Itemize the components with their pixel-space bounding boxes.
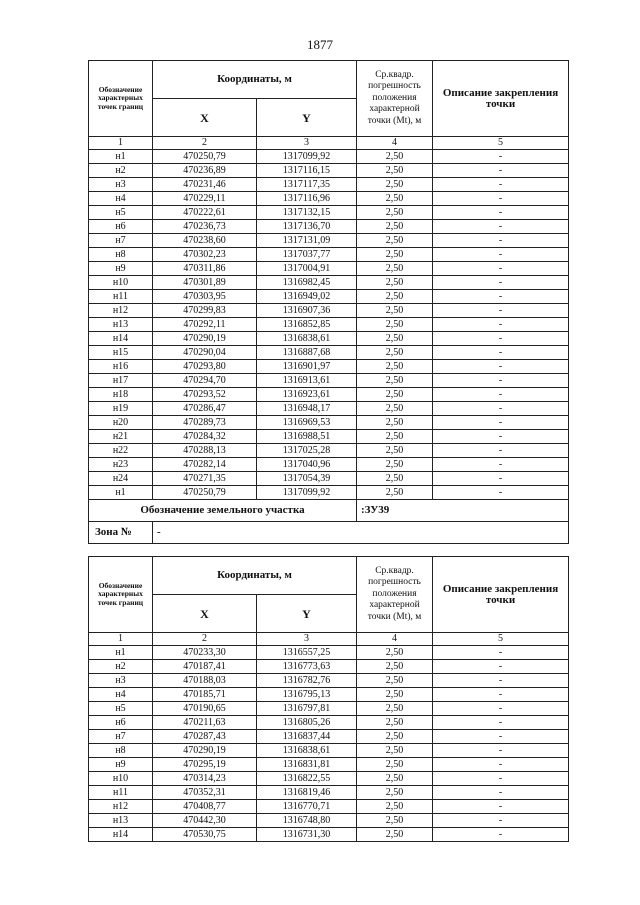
header-error: Ср.квадр. погрешность положения характерной точки (Mt), м xyxy=(357,557,433,633)
coord-x: 470284,32 xyxy=(153,430,257,444)
page-number: 1877 xyxy=(307,37,333,52)
coord-y: 1316795,13 xyxy=(257,688,357,702)
table-row xyxy=(89,262,569,276)
coord-x: 470211,63 xyxy=(153,716,257,730)
table-row xyxy=(89,828,569,842)
point-id: н16 xyxy=(89,360,153,374)
table-row xyxy=(89,716,569,730)
coord-x: 470530,75 xyxy=(153,828,257,842)
error-value: 2,50 xyxy=(357,660,433,674)
point-id: н23 xyxy=(89,458,153,472)
coord-x: 470352,31 xyxy=(153,786,257,800)
point-id: н7 xyxy=(89,730,153,744)
index-cell: 4 xyxy=(357,633,433,646)
description-value: - xyxy=(433,388,569,402)
coord-y: 1316948,17 xyxy=(257,402,357,416)
coord-y: 1317116,15 xyxy=(257,164,357,178)
point-id: н2 xyxy=(89,660,153,674)
table-row xyxy=(89,164,569,178)
table-row xyxy=(89,646,569,660)
error-value: 2,50 xyxy=(357,646,433,660)
coordinates-table-1 xyxy=(88,60,569,544)
coord-x: 470292,11 xyxy=(153,318,257,332)
coord-y: 1317040,96 xyxy=(257,458,357,472)
description-value: - xyxy=(433,206,569,220)
description-value: - xyxy=(433,730,569,744)
error-value: 2,50 xyxy=(357,402,433,416)
point-id: н9 xyxy=(89,758,153,772)
table-row xyxy=(89,234,569,248)
point-id: н1 xyxy=(89,646,153,660)
coord-x: 470271,35 xyxy=(153,472,257,486)
description-value: - xyxy=(433,702,569,716)
point-id: н14 xyxy=(89,828,153,842)
coord-x: 470185,71 xyxy=(153,688,257,702)
coord-x: 470190,65 xyxy=(153,702,257,716)
coord-y: 1316797,81 xyxy=(257,702,357,716)
coord-x: 470303,95 xyxy=(153,290,257,304)
coord-x: 470287,43 xyxy=(153,730,257,744)
header-coordinates: Координаты, м xyxy=(153,557,357,595)
coord-y: 1316887,68 xyxy=(257,346,357,360)
description-value: - xyxy=(433,318,569,332)
point-id: н12 xyxy=(89,304,153,318)
coord-y: 1316819,46 xyxy=(257,786,357,800)
coord-y: 1317116,96 xyxy=(257,192,357,206)
coord-y: 1317099,92 xyxy=(257,486,357,500)
point-id: н14 xyxy=(89,332,153,346)
table-row xyxy=(89,674,569,688)
coord-x: 470408,77 xyxy=(153,800,257,814)
parcel-row xyxy=(89,500,569,522)
coord-x: 470289,73 xyxy=(153,416,257,430)
coord-x: 470282,14 xyxy=(153,458,257,472)
coord-x: 470290,04 xyxy=(153,346,257,360)
point-id: н11 xyxy=(89,290,153,304)
point-id: н10 xyxy=(89,276,153,290)
description-value: - xyxy=(433,150,569,164)
table-row xyxy=(89,814,569,828)
description-value: - xyxy=(433,660,569,674)
error-value: 2,50 xyxy=(357,318,433,332)
table-row xyxy=(89,374,569,388)
parcel-label: Обозначение земельного участка xyxy=(89,500,357,522)
point-id: н11 xyxy=(89,786,153,800)
coord-x: 470286,47 xyxy=(153,402,257,416)
coord-x: 470238,60 xyxy=(153,234,257,248)
coord-x: 470302,23 xyxy=(153,248,257,262)
error-value: 2,50 xyxy=(357,220,433,234)
table-row xyxy=(89,346,569,360)
description-value: - xyxy=(433,674,569,688)
coord-x: 470236,73 xyxy=(153,220,257,234)
error-value: 2,50 xyxy=(357,178,433,192)
table-row xyxy=(89,304,569,318)
error-value: 2,50 xyxy=(357,716,433,730)
error-value: 2,50 xyxy=(357,702,433,716)
index-cell: 1 xyxy=(89,137,153,150)
coord-x: 470293,80 xyxy=(153,360,257,374)
coord-y: 1316822,55 xyxy=(257,772,357,786)
description-value: - xyxy=(433,276,569,290)
description-value: - xyxy=(433,486,569,500)
table-row xyxy=(89,178,569,192)
point-id: н3 xyxy=(89,178,153,192)
coord-x: 470301,89 xyxy=(153,276,257,290)
table-row xyxy=(89,276,569,290)
header-designation: Обозначение характерных точек границ xyxy=(89,61,153,137)
error-value: 2,50 xyxy=(357,276,433,290)
index-cell: 5 xyxy=(433,137,569,150)
error-value: 2,50 xyxy=(357,430,433,444)
table-row xyxy=(89,150,569,164)
coord-y: 1316782,76 xyxy=(257,674,357,688)
description-value: - xyxy=(433,688,569,702)
coord-y: 1316557,25 xyxy=(257,646,357,660)
index-cell: 1 xyxy=(89,633,153,646)
description-value: - xyxy=(433,416,569,430)
error-value: 2,50 xyxy=(357,786,433,800)
description-value: - xyxy=(433,744,569,758)
coord-y: 1316969,53 xyxy=(257,416,357,430)
error-value: 2,50 xyxy=(357,150,433,164)
coord-x: 470293,52 xyxy=(153,388,257,402)
coord-x: 470229,11 xyxy=(153,192,257,206)
table-row xyxy=(89,800,569,814)
coord-y: 1317117,35 xyxy=(257,178,357,192)
error-value: 2,50 xyxy=(357,458,433,472)
point-id: н6 xyxy=(89,220,153,234)
description-value: - xyxy=(433,164,569,178)
description-value: - xyxy=(433,304,569,318)
index-cell: 4 xyxy=(357,137,433,150)
index-cell: 2 xyxy=(153,137,257,150)
point-id: н8 xyxy=(89,744,153,758)
coord-y: 1316773,63 xyxy=(257,660,357,674)
description-value: - xyxy=(433,374,569,388)
header-description: Описание закрепления точки xyxy=(433,61,569,137)
coord-x: 470299,83 xyxy=(153,304,257,318)
description-value: - xyxy=(433,772,569,786)
error-value: 2,50 xyxy=(357,828,433,842)
coord-x: 470233,30 xyxy=(153,646,257,660)
point-id: н22 xyxy=(89,444,153,458)
error-value: 2,50 xyxy=(357,192,433,206)
header-designation: Обозначение характерных точек границ xyxy=(89,557,153,633)
point-id: н8 xyxy=(89,248,153,262)
point-id: н19 xyxy=(89,402,153,416)
error-value: 2,50 xyxy=(357,744,433,758)
coord-y: 1316907,36 xyxy=(257,304,357,318)
table-row xyxy=(89,486,569,500)
table-1-body xyxy=(89,150,569,500)
point-id: н1 xyxy=(89,486,153,500)
error-value: 2,50 xyxy=(357,164,433,178)
header-x: X xyxy=(153,595,257,633)
coord-y: 1316748,80 xyxy=(257,814,357,828)
table-row xyxy=(89,192,569,206)
point-id: н24 xyxy=(89,472,153,486)
coord-y: 1317025,28 xyxy=(257,444,357,458)
index-cell: 2 xyxy=(153,633,257,646)
zone-value: - xyxy=(153,522,569,544)
description-value: - xyxy=(433,262,569,276)
description-value: - xyxy=(433,814,569,828)
table-row xyxy=(89,248,569,262)
description-value: - xyxy=(433,192,569,206)
coord-x: 470236,89 xyxy=(153,164,257,178)
error-value: 2,50 xyxy=(357,248,433,262)
coord-y: 1316831,81 xyxy=(257,758,357,772)
coord-x: 470250,79 xyxy=(153,150,257,164)
table-row xyxy=(89,660,569,674)
description-value: - xyxy=(433,758,569,772)
coord-y: 1317131,09 xyxy=(257,234,357,248)
index-cell: 3 xyxy=(257,633,357,646)
point-id: н13 xyxy=(89,318,153,332)
coord-y: 1316731,30 xyxy=(257,828,357,842)
error-value: 2,50 xyxy=(357,304,433,318)
coordinates-table-2 xyxy=(88,556,569,842)
point-id: н9 xyxy=(89,262,153,276)
error-value: 2,50 xyxy=(357,486,433,500)
header-description: Описание закрепления точки xyxy=(433,557,569,633)
coord-y: 1317004,91 xyxy=(257,262,357,276)
error-value: 2,50 xyxy=(357,688,433,702)
index-row xyxy=(89,137,569,150)
coord-y: 1316805,26 xyxy=(257,716,357,730)
zone-label: Зона № xyxy=(89,522,153,544)
coord-y: 1316982,45 xyxy=(257,276,357,290)
zone-row xyxy=(89,522,569,544)
table-row xyxy=(89,220,569,234)
coord-y: 1317037,77 xyxy=(257,248,357,262)
table-row xyxy=(89,318,569,332)
header-x: X xyxy=(153,99,257,137)
point-id: н7 xyxy=(89,234,153,248)
error-value: 2,50 xyxy=(357,472,433,486)
coord-x: 470314,23 xyxy=(153,772,257,786)
table-row xyxy=(89,772,569,786)
description-value: - xyxy=(433,800,569,814)
point-id: н18 xyxy=(89,388,153,402)
header-error: Ср.квадр. погрешность положения характерной точки (Mt), м xyxy=(357,61,433,137)
coord-x: 470250,79 xyxy=(153,486,257,500)
coord-y: 1316837,44 xyxy=(257,730,357,744)
description-value: - xyxy=(433,430,569,444)
coord-x: 470290,19 xyxy=(153,744,257,758)
coord-y: 1317132,15 xyxy=(257,206,357,220)
point-id: н10 xyxy=(89,772,153,786)
error-value: 2,50 xyxy=(357,800,433,814)
index-row xyxy=(89,633,569,646)
error-value: 2,50 xyxy=(357,332,433,346)
description-value: - xyxy=(433,786,569,800)
point-id: н5 xyxy=(89,702,153,716)
coord-y: 1317054,39 xyxy=(257,472,357,486)
table-row xyxy=(89,290,569,304)
coord-x: 470222,61 xyxy=(153,206,257,220)
point-id: н13 xyxy=(89,814,153,828)
coord-x: 470288,13 xyxy=(153,444,257,458)
table-row xyxy=(89,402,569,416)
point-id: н6 xyxy=(89,716,153,730)
coord-y: 1316913,61 xyxy=(257,374,357,388)
coord-x: 470290,19 xyxy=(153,332,257,346)
error-value: 2,50 xyxy=(357,346,433,360)
error-value: 2,50 xyxy=(357,374,433,388)
index-cell: 5 xyxy=(433,633,569,646)
description-value: - xyxy=(433,234,569,248)
coord-x: 470231,46 xyxy=(153,178,257,192)
coord-y: 1316901,97 xyxy=(257,360,357,374)
point-id: н21 xyxy=(89,430,153,444)
error-value: 2,50 xyxy=(357,360,433,374)
description-value: - xyxy=(433,346,569,360)
header-coordinates: Координаты, м xyxy=(153,61,357,99)
description-value: - xyxy=(433,220,569,234)
error-value: 2,50 xyxy=(357,814,433,828)
table-2-body xyxy=(89,646,569,842)
point-id: н20 xyxy=(89,416,153,430)
error-value: 2,50 xyxy=(357,758,433,772)
table-row xyxy=(89,430,569,444)
description-value: - xyxy=(433,716,569,730)
coord-x: 470311,86 xyxy=(153,262,257,276)
error-value: 2,50 xyxy=(357,206,433,220)
description-value: - xyxy=(433,828,569,842)
description-value: - xyxy=(433,402,569,416)
table-row xyxy=(89,388,569,402)
table-row xyxy=(89,444,569,458)
error-value: 2,50 xyxy=(357,674,433,688)
coord-x: 470294,70 xyxy=(153,374,257,388)
point-id: н4 xyxy=(89,192,153,206)
description-value: - xyxy=(433,458,569,472)
description-value: - xyxy=(433,472,569,486)
error-value: 2,50 xyxy=(357,388,433,402)
coord-y: 1317099,92 xyxy=(257,150,357,164)
table-row xyxy=(89,688,569,702)
table-row xyxy=(89,702,569,716)
coord-y: 1316838,61 xyxy=(257,744,357,758)
point-id: н2 xyxy=(89,164,153,178)
coord-x: 470188,03 xyxy=(153,674,257,688)
table-row xyxy=(89,360,569,374)
coord-y: 1316852,85 xyxy=(257,318,357,332)
table-row xyxy=(89,786,569,800)
table-row xyxy=(89,416,569,430)
coord-x: 470295,19 xyxy=(153,758,257,772)
error-value: 2,50 xyxy=(357,444,433,458)
description-value: - xyxy=(433,444,569,458)
description-value: - xyxy=(433,332,569,346)
coord-y: 1317136,70 xyxy=(257,220,357,234)
table-row xyxy=(89,744,569,758)
header-y: Y xyxy=(257,595,357,633)
coord-y: 1316988,51 xyxy=(257,430,357,444)
point-id: н1 xyxy=(89,150,153,164)
error-value: 2,50 xyxy=(357,730,433,744)
description-value: - xyxy=(433,360,569,374)
error-value: 2,50 xyxy=(357,416,433,430)
description-value: - xyxy=(433,646,569,660)
header-y: Y xyxy=(257,99,357,137)
description-value: - xyxy=(433,178,569,192)
point-id: н4 xyxy=(89,688,153,702)
coord-y: 1316949,02 xyxy=(257,290,357,304)
point-id: н3 xyxy=(89,674,153,688)
point-id: н15 xyxy=(89,346,153,360)
coord-y: 1316923,61 xyxy=(257,388,357,402)
description-value: - xyxy=(433,248,569,262)
error-value: 2,50 xyxy=(357,234,433,248)
coord-y: 1316838,61 xyxy=(257,332,357,346)
table-row xyxy=(89,472,569,486)
index-cell: 3 xyxy=(257,137,357,150)
point-id: н12 xyxy=(89,800,153,814)
coord-x: 470442,30 xyxy=(153,814,257,828)
point-id: н5 xyxy=(89,206,153,220)
table-row xyxy=(89,458,569,472)
coord-y: 1316770,71 xyxy=(257,800,357,814)
table-row xyxy=(89,206,569,220)
error-value: 2,50 xyxy=(357,772,433,786)
table-row xyxy=(89,730,569,744)
description-value: - xyxy=(433,290,569,304)
error-value: 2,50 xyxy=(357,262,433,276)
point-id: н17 xyxy=(89,374,153,388)
coord-x: 470187,41 xyxy=(153,660,257,674)
table-row xyxy=(89,332,569,346)
table-row xyxy=(89,758,569,772)
error-value: 2,50 xyxy=(357,290,433,304)
parcel-value: :ЗУ39 xyxy=(357,500,569,522)
